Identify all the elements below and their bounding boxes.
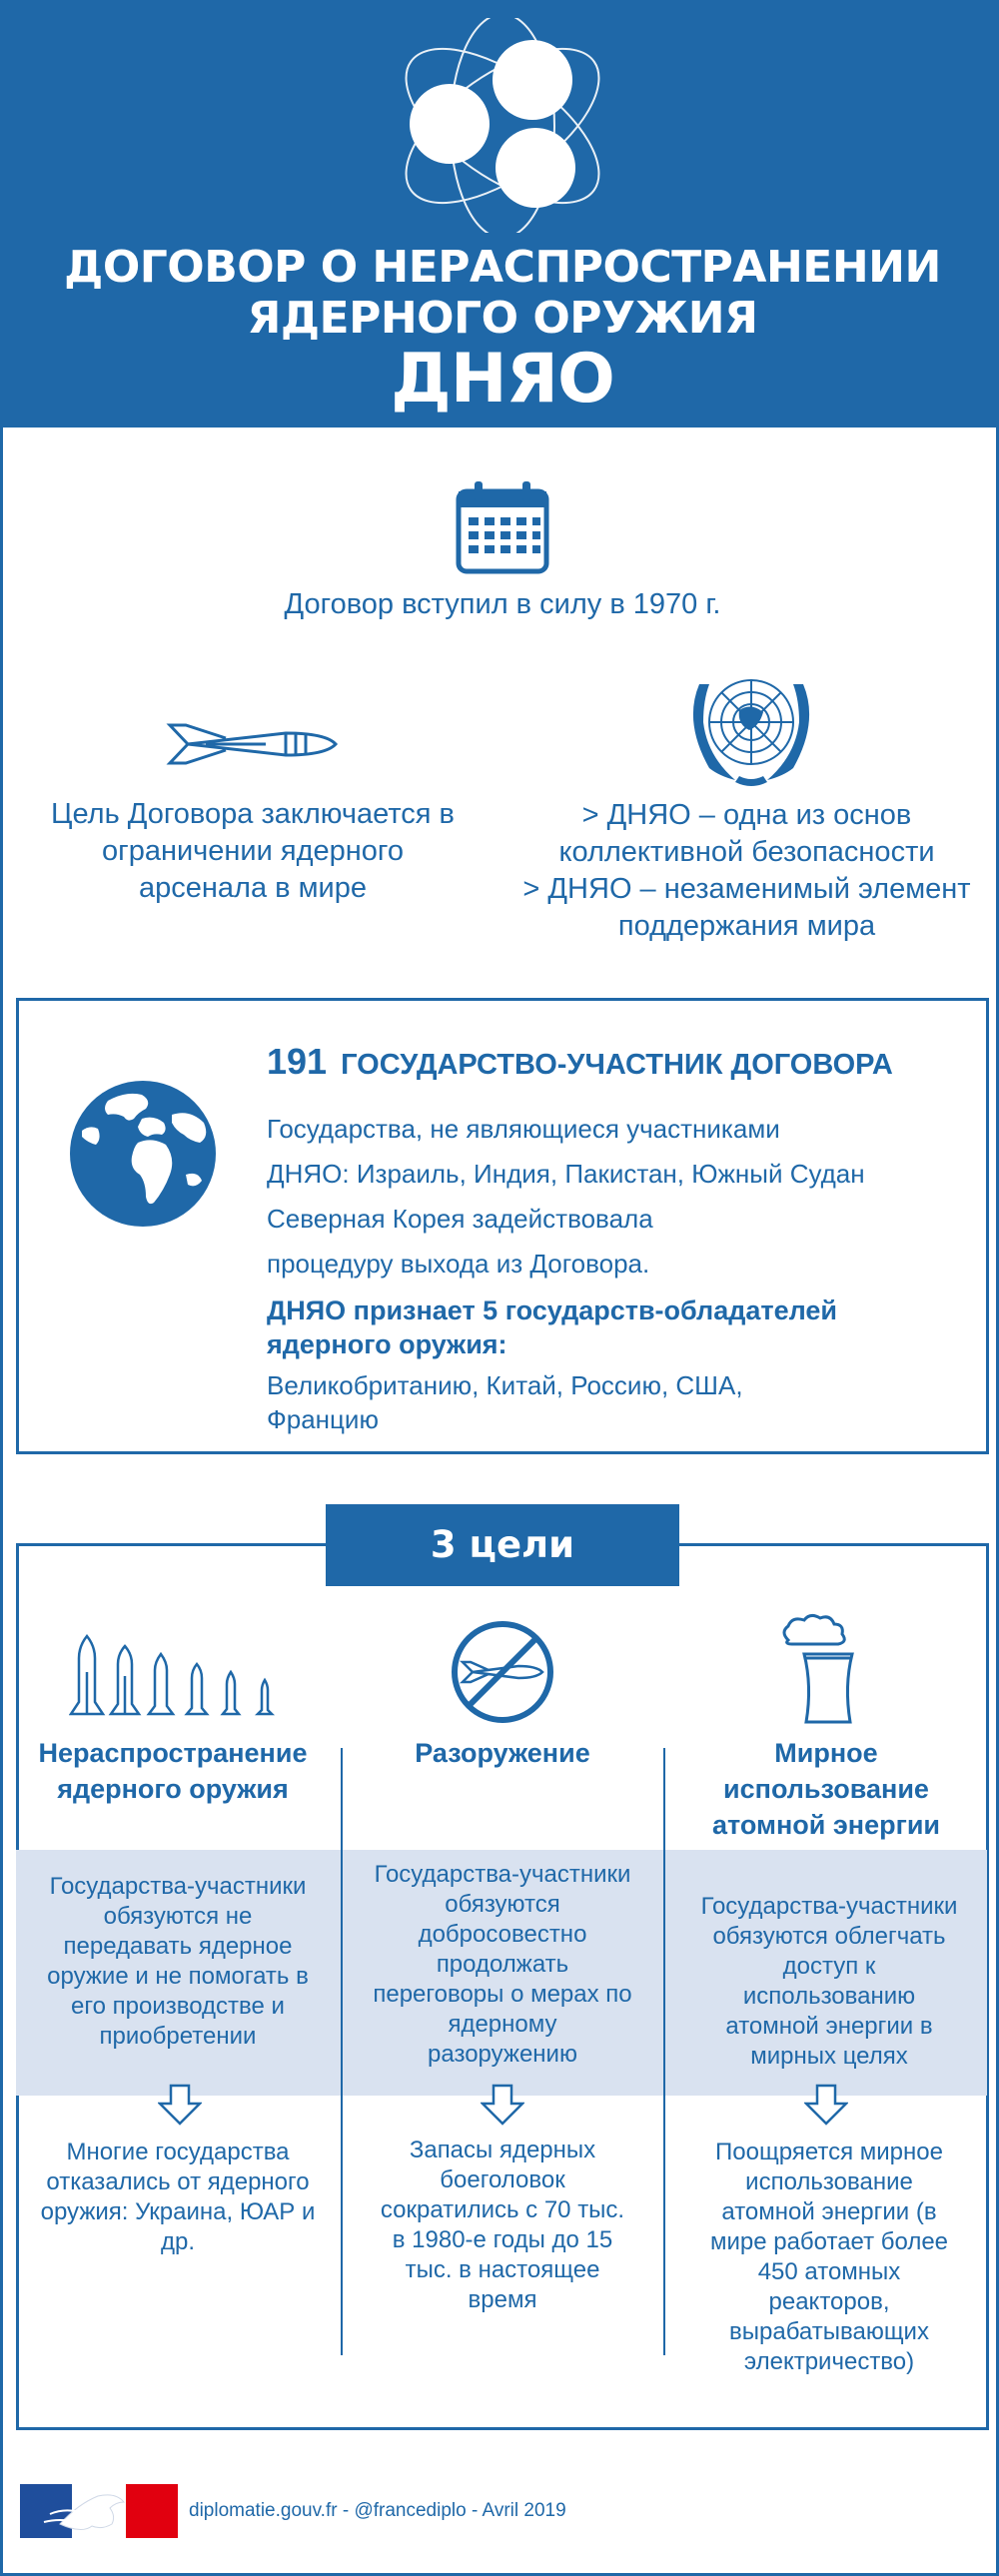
goal-text: Цель Договора заключается в ограничении ядерного арсенала в мире (51, 798, 455, 904)
calendar-icon (455, 479, 550, 575)
commitment-text-nonproliferation: Государства-участники обязуются не передавать ядерное оружие и не помогать в его производстве и приобретении (47, 1873, 309, 2050)
members-count: 191 (267, 1041, 328, 1082)
goal-title-nonproliferation: Нераспространение ядерного оружия (38, 1738, 308, 1804)
footer-credit: diplomatie.gouv.fr - @francediplo - Avril 2019 (189, 2500, 566, 2521)
goals-badge: 3 цели Договора (326, 1504, 679, 1586)
commitment-text-disarmament: Государства-участники обязуются добросовестно продолжать переговоры о мерах по ядерному разоружению (373, 1861, 632, 2068)
goal-title-peaceful-use: Мирное использование атомной энергии (711, 1738, 941, 1840)
no-missile-icon (449, 1618, 556, 1726)
arrow-down-icon (481, 2084, 524, 2126)
un-emblem-icon (679, 664, 823, 792)
arrow-down-icon (158, 2084, 202, 2126)
cooling-tower-icon (778, 1610, 878, 1726)
members-count-label: ГОСУДАРСТВО-УЧАСТНИК ДОГОВОРА (341, 1049, 893, 1081)
entry-into-force-text: Договор вступил в силу в 1970 г. (284, 588, 721, 620)
column-divider (341, 1748, 343, 2355)
pillars-text: > ДНЯО – одна из основ коллективной безопасности > ДНЯО – незаменимый элемент поддержания мира (522, 799, 971, 942)
recognized-list: Великобританию, Китай, Россию, США, Францию (267, 1370, 743, 1434)
missile-icon (166, 711, 340, 777)
result-text-nonproliferation: Многие государства отказались от ядерного оружия: Украина, ЮАР и др. (40, 2139, 316, 2255)
globe-icon (68, 1079, 218, 1229)
arrow-down-icon (804, 2084, 848, 2126)
members-heading (267, 1039, 986, 1088)
title-abbreviation: ДНЯО (391, 340, 614, 419)
goal-title-disarmament: Разоружение (415, 1738, 590, 1768)
result-text-peaceful-use: Поощряется мирное использование атомной энергии (в мире работает более 450 атомных реакторов, вырабатывающих электричество) (709, 2139, 949, 2375)
header (3, 0, 999, 428)
non-members-text: Государства, не являющиеся участниками ДНЯО: Израиль, Индия, Пакистан, Южный Судан Северная Корея задействовала процедуру выхода из Договора. (267, 1114, 865, 1279)
title-line-2: ЯДЕРНОГО ОРУЖИЯ (247, 293, 758, 344)
commitment-text-peaceful-use: Государства-участники обязуются облегчать доступ к использованию атомной энергии в мирных целях (700, 1893, 958, 2070)
result-text-disarmament: Запасы ядерных боеголовок сократились с 70 тыс. в 1980-е годы до 15 тыс. в настоящее время (380, 2137, 625, 2313)
atom-circles-icon (388, 18, 617, 233)
french-republic-logo-icon (20, 2484, 178, 2538)
missiles-row-icon (69, 1632, 289, 1720)
column-divider (663, 1748, 665, 2355)
recognized-heading: ДНЯО признает 5 государств-обладателей ядерного оружия: (267, 1295, 838, 1359)
title-line-1: ДОГОВОР О НЕРАСПРОСТРАНЕНИИ (64, 242, 941, 293)
